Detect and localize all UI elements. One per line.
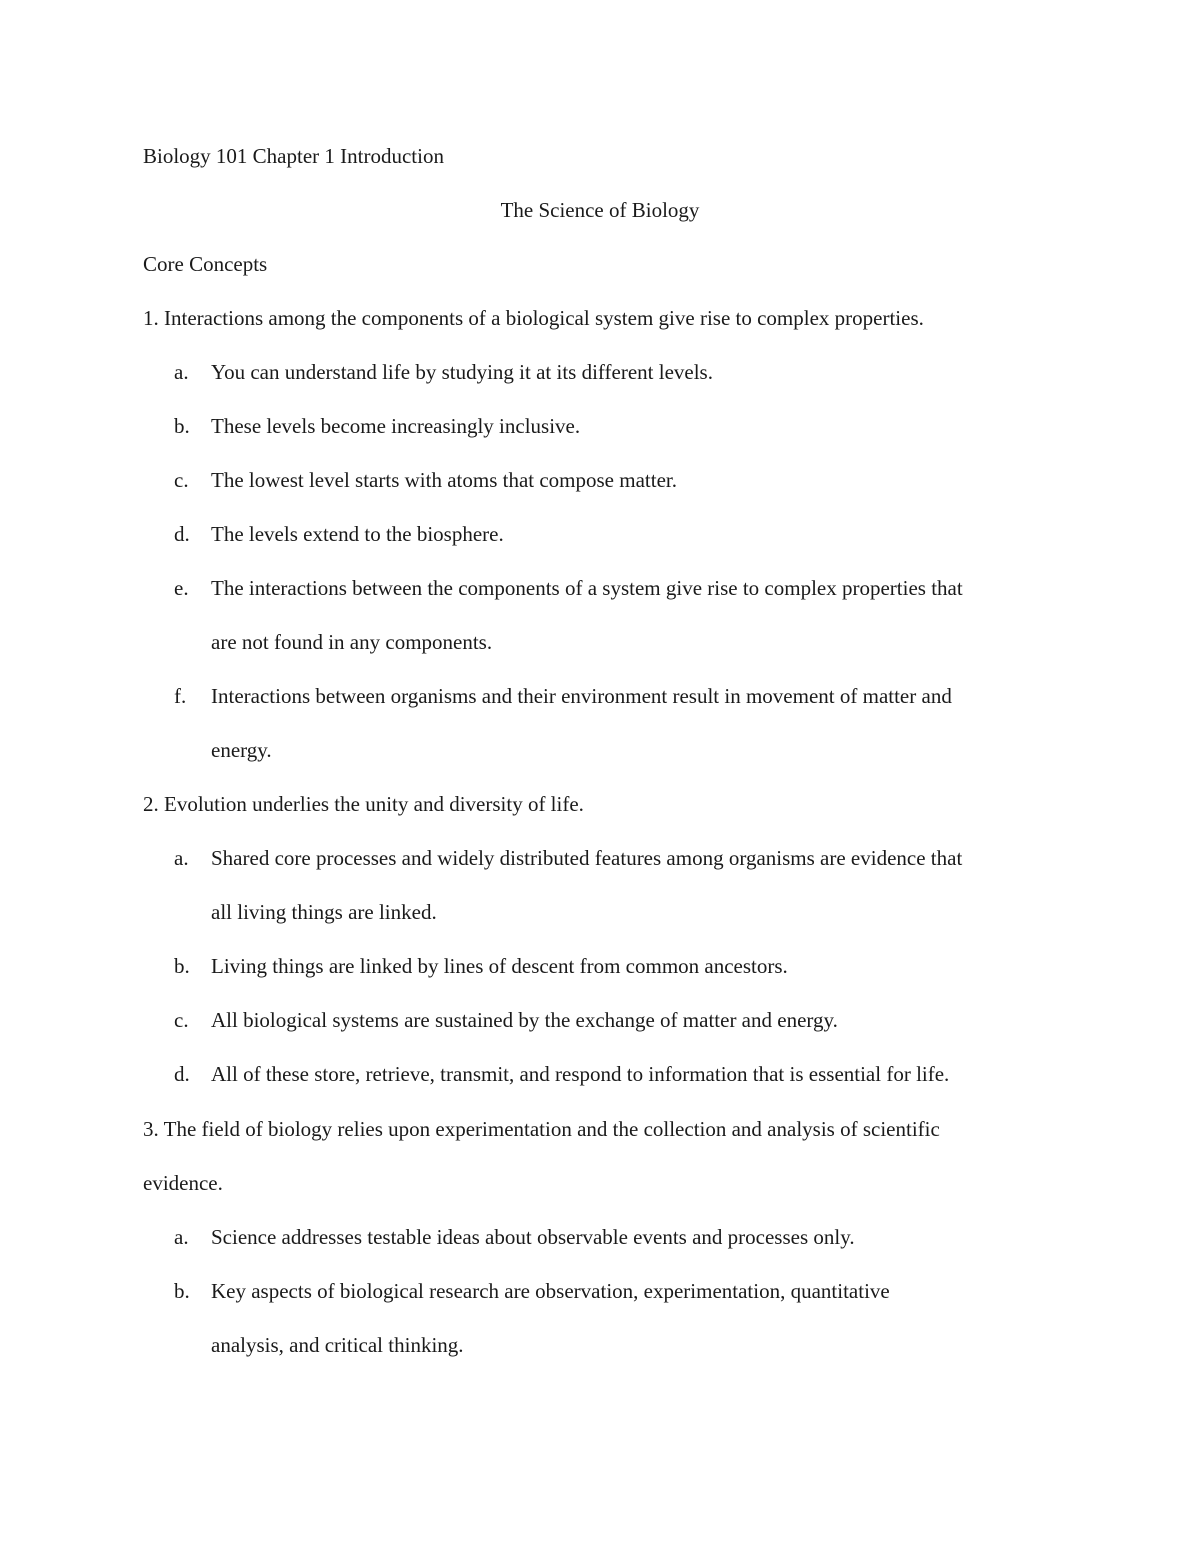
list-item-continuation: analysis, and critical thinking. (211, 1333, 464, 1357)
concept-3-text-continuation: evidence. (143, 1171, 223, 1195)
list-item: You can understand life by studying it at its different levels. (211, 360, 713, 384)
list-marker: b. (174, 414, 190, 438)
list-marker: d. (174, 522, 190, 546)
list-item: All of these store, retrieve, transmit, and respond to information that is essential for life. (211, 1062, 950, 1086)
list-item: Science addresses testable ideas about observable events and processes only. (211, 1225, 855, 1249)
list-marker: a. (174, 1225, 189, 1249)
list-item: The interactions between the components of a system give rise to complex properties that (211, 576, 963, 600)
list-marker: f. (174, 684, 187, 708)
list-item: Interactions between organisms and their environment result in movement of matter and (211, 684, 952, 708)
list-item: All biological systems are sustained by the exchange of matter and energy. (211, 1008, 838, 1032)
list-item: The lowest level starts with atoms that compose matter. (211, 468, 677, 492)
list-marker: c. (174, 468, 189, 492)
list-marker: a. (174, 360, 189, 384)
concept-3-text: 3. The field of biology relies upon experimentation and the collection and analysis of scientific (143, 1117, 940, 1141)
list-item: The levels extend to the biosphere. (211, 522, 504, 546)
list-item-continuation: all living things are linked. (211, 900, 437, 924)
list-marker: a. (174, 846, 189, 870)
document-title: The Science of Biology (500, 198, 700, 222)
document-header: Biology 101 Chapter 1 Introduction (143, 144, 444, 168)
list-item: Living things are linked by lines of descent from common ancestors. (211, 954, 788, 978)
list-marker: b. (174, 954, 190, 978)
list-item-continuation: are not found in any components. (211, 630, 493, 654)
section-heading: Core Concepts (143, 252, 268, 276)
list-marker: b. (174, 1279, 190, 1303)
list-marker: e. (174, 576, 189, 600)
concept-1-text: 1. Interactions among the components of a biological system give rise to complex properties. (143, 306, 924, 330)
list-marker: d. (174, 1062, 190, 1086)
list-item: Key aspects of biological research are observation, experimentation, quantitative (211, 1279, 890, 1303)
list-item: These levels become increasingly inclusive. (211, 414, 581, 438)
list-item-continuation: energy. (211, 738, 272, 762)
list-item: Shared core processes and widely distributed features among organisms are evidence that (211, 846, 963, 870)
list-marker: c. (174, 1008, 189, 1032)
concept-2-text: 2. Evolution underlies the unity and diversity of life. (143, 792, 584, 816)
